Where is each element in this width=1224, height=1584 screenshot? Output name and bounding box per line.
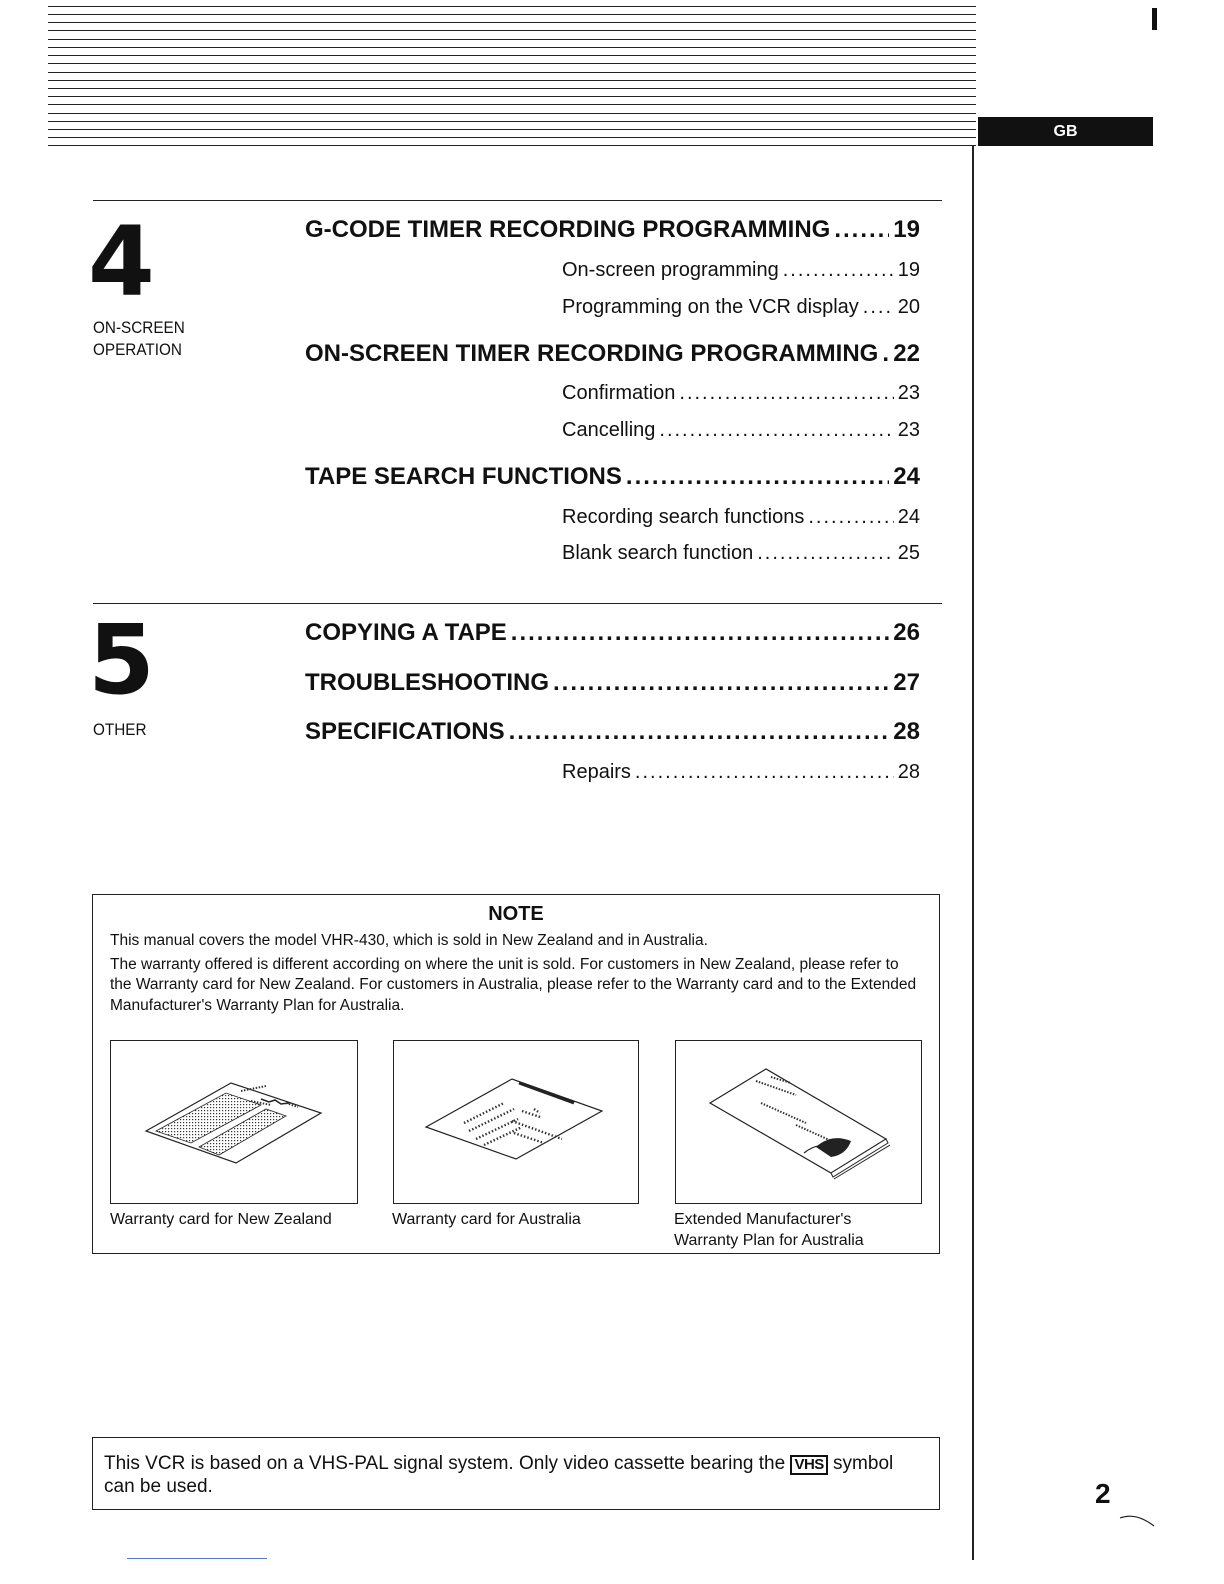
dot-leader (553, 669, 889, 697)
dot-leader (834, 216, 889, 244)
dot-leader (863, 296, 894, 319)
dot-leader (659, 419, 893, 442)
toc-subentry-title: Confirmation (562, 382, 676, 404)
toc-entry-page: 22 (893, 340, 920, 367)
toc-entry-title: TAPE SEARCH FUNCTIONS (305, 463, 622, 490)
section-label: ON-SCREEN OPERATION (93, 318, 185, 359)
section-divider (93, 200, 942, 201)
warranty-card-nz-frame (110, 1040, 358, 1204)
dot-leader (511, 619, 890, 647)
vhs-notice-text: symbol can be used. (104, 1453, 894, 1497)
toc-subentry-title: Programming on the VCR display (562, 296, 859, 318)
warranty-booklet-illustration (676, 1041, 920, 1201)
toc-subentry[interactable] (562, 296, 920, 319)
toc-subentry-title: Blank search function (562, 542, 754, 564)
dot-leader (626, 463, 889, 491)
dot-leader (783, 259, 894, 282)
note-box (92, 894, 940, 1254)
section-label: OTHER (93, 720, 147, 739)
bottom-edge-line (127, 1558, 267, 1559)
toc-subentry-page: 20 (897, 296, 920, 318)
toc-entry[interactable] (305, 463, 920, 491)
toc-entry-page: 24 (893, 463, 920, 490)
card-caption: Warranty card for New Zealand (110, 1211, 332, 1228)
toc-subentry[interactable] (562, 419, 920, 442)
toc-entry[interactable] (305, 669, 920, 697)
toc-subentry-page: 25 (897, 542, 920, 564)
toc-subentry-page: 28 (897, 761, 920, 783)
toc-entry-page: 28 (893, 718, 920, 745)
toc-entry[interactable] (305, 216, 920, 244)
note-paragraph: This manual covers the model VHR-430, which is sold in New Zealand and in Australia. (110, 932, 708, 949)
toc-entry[interactable] (305, 718, 920, 746)
section-number: 5 (88, 604, 155, 716)
header-rule-lines (48, 0, 976, 150)
dot-leader (635, 761, 894, 784)
toc-subentry[interactable] (562, 761, 920, 784)
toc-subentry[interactable] (562, 542, 920, 565)
toc-entry[interactable] (305, 340, 920, 368)
toc-subentry-title: Cancelling (562, 419, 656, 441)
toc-subentry[interactable] (562, 382, 920, 405)
toc-subentry-page: 23 (897, 419, 920, 441)
toc-entry-page: 27 (893, 669, 920, 696)
note-title: NOTE (488, 903, 544, 925)
toc-subentry-page: 23 (897, 382, 920, 404)
note-text (110, 931, 919, 1019)
warranty-card-au-illustration (394, 1041, 637, 1201)
toc-entry-title: ON-SCREEN TIMER RECORDING PROGRAMMING (305, 340, 879, 367)
toc-entry-title: TROUBLESHOOTING (305, 669, 549, 696)
dot-leader (882, 340, 889, 368)
toc-subentry-title: Repairs (562, 761, 631, 783)
toc-entry-page: 26 (893, 619, 920, 646)
vhs-notice-text: This VCR is based on a VHS-PAL signal system. Only video cassette bearing the (104, 1453, 791, 1474)
toc-subentry-page: 24 (897, 506, 920, 528)
section-number: 4 (88, 206, 155, 318)
note-paragraph: The warranty offered is different according on where the unit is sold. For customers in New Zealand, please refer to the Warranty card for New Zealand. For customers in Australia, please refer to the Warranty card and to the Extended Manufacturer's Warranty Plan for Australia. (110, 955, 917, 1014)
card-caption: Extended Manufacturer's Warranty Plan for Australia (674, 1211, 864, 1249)
toc-entry-title: G-CODE TIMER RECORDING PROGRAMMING (305, 216, 831, 243)
toc-entry-title: COPYING A TAPE (305, 619, 507, 646)
vhs-logo: VHS (790, 1455, 827, 1475)
dot-leader (808, 506, 893, 529)
page-number: 2 (1095, 1478, 1111, 1509)
toc-entry[interactable] (305, 619, 920, 647)
corner-mark (1152, 8, 1157, 30)
toc-entry-page: 19 (893, 216, 920, 243)
margin-rule (972, 146, 974, 1560)
dot-leader (679, 382, 893, 405)
page-curl-mark (1118, 1512, 1158, 1528)
vhs-notice-box (92, 1437, 940, 1510)
toc-subentry[interactable] (562, 506, 920, 529)
warranty-card-nz-illustration (111, 1041, 356, 1201)
toc-subentry-title: On-screen programming (562, 259, 779, 281)
toc-entry-title: SPECIFICATIONS (305, 718, 505, 745)
toc-subentry-page: 19 (897, 259, 920, 281)
section-divider (93, 603, 942, 604)
toc-subentry[interactable] (562, 259, 920, 282)
card-caption: Warranty card for Australia (392, 1211, 581, 1228)
toc-subentry-title: Recording search functions (562, 506, 805, 528)
warranty-card-au-frame (393, 1040, 639, 1204)
warranty-booklet-frame (675, 1040, 922, 1204)
dot-leader (757, 542, 894, 565)
dot-leader (509, 718, 890, 746)
language-tab: GB (978, 117, 1153, 146)
